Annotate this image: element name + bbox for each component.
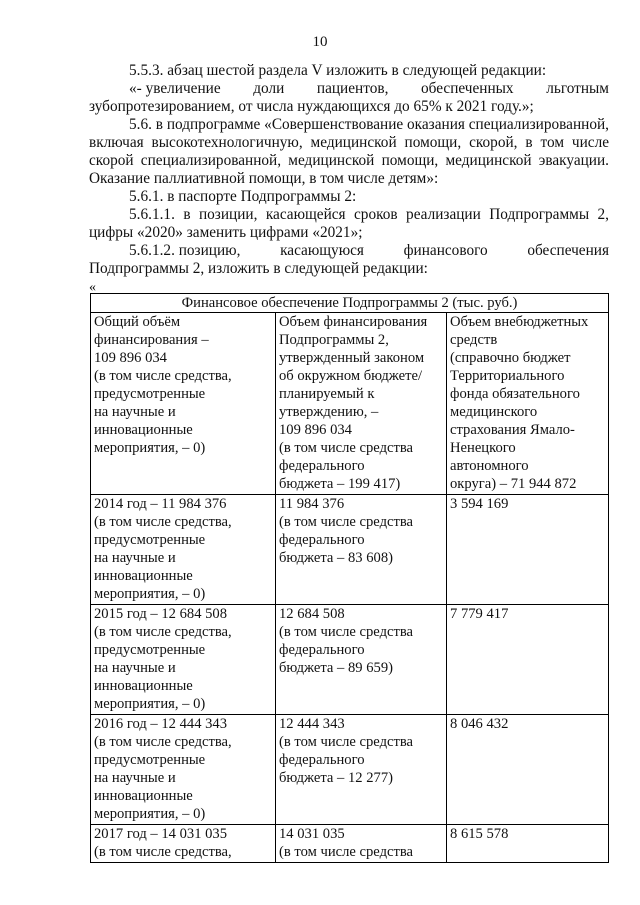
table-cell: 8 615 578 (447, 825, 609, 863)
table-row (91, 605, 609, 715)
table-header: Финансовое обеспечение Подпрограммы 2 (тыс. руб.) (91, 294, 609, 313)
word: доли (253, 80, 285, 97)
table-cell: 8 046 432 (447, 715, 609, 825)
table-cell: 11 984 376 (в том числе средства федерального бюджета – 83 608) (276, 495, 447, 605)
table-row (91, 313, 609, 495)
word: касающуюся (280, 242, 364, 259)
word: «- увеличение (129, 80, 221, 97)
paragraph-quote-line (89, 80, 609, 98)
table-cell: 2016 год – 12 444 343 (в том числе средства, предусмотренные на научные и инновационные мероприятия, – 0) (91, 715, 276, 825)
paragraph-5-6-1: 5.6.1. в паспорте Подпрограммы 2: (129, 188, 357, 205)
table-cell: Объем внебюджетных средств (справочно бюджет Территориального фонда обязательного медицинского страхования Ямало- Ненецкого автономного округа) – 71 944 872 (447, 313, 609, 495)
paragraph-5-6-line2: включая высокотехнологичную, медицинской помощи, скорой, в том числе (89, 134, 609, 151)
table-cell: 2014 год – 11 984 376 (в том числе средства, предусмотренные на научные и инновационные мероприятия, – 0) (91, 495, 276, 605)
page-number: 10 (312, 34, 328, 50)
paragraph-quote-rest: зубопротезированием, от числа нуждающихся до 65% к 2021 году.»; (89, 98, 534, 115)
table-row (91, 715, 609, 825)
table-row (91, 825, 609, 863)
body-text (89, 62, 609, 278)
paragraph-5-5-3: 5.5.3. абзац шестой раздела V изложить в следующей редакции: (129, 62, 547, 79)
table-header-row (91, 294, 609, 313)
table-cell: 12 684 508 (в том числе средства федерального бюджета – 89 659) (276, 605, 447, 715)
opening-quote-mark: « (89, 280, 96, 295)
table-cell: 2017 год – 14 031 035 (в том числе средства, (91, 825, 276, 863)
table-cell: Общий объём финансирования – 109 896 034 (в том числе средства, предусмотренные на научные и инновационные мероприятия, – 0) (91, 313, 276, 495)
table-cell: 12 444 343 (в том числе средства федерального бюджета – 12 277) (276, 715, 447, 825)
paragraph-5-6-1-1-line2: цифры «2020» заменить цифрами «2021»; (89, 224, 363, 241)
table-cell: 7 779 417 (447, 605, 609, 715)
table-cell: 14 031 035 (в том числе средства (276, 825, 447, 863)
financing-table (90, 293, 609, 863)
word: обеспеченных (421, 80, 514, 97)
word: льготным (546, 80, 609, 97)
paragraph-5-6-1-2-line2: Подпрограммы 2, изложить в следующей редакции: (89, 260, 428, 277)
paragraph-5-6-1-2-line1 (89, 242, 609, 260)
table-cell: Объем финансирования Подпрограммы 2, утвержденный законом об окружном бюджете/ планируемый к утверждению, – 109 896 034 (в том числе средства федерального бюджета – 199 417) (276, 313, 447, 495)
paragraph-5-6-line1: 5.6. в подпрограмме «Совершенствование оказания специализированной, (129, 116, 609, 133)
paragraph-5-6-1-1-line1: 5.6.1.1. в позиции, касающейся сроков реализации Подпрограммы 2, (129, 206, 609, 223)
table-cell: 2015 год – 12 684 508 (в том числе средства, предусмотренные на научные и инновационные мероприятия, – 0) (91, 605, 276, 715)
paragraph-5-6-line3: скорой специализированной, медицинской помощи, медицинской эвакуации. (89, 152, 609, 169)
word: 5.6.1.2. позицию, (129, 242, 241, 259)
table-row (91, 495, 609, 605)
word: пациентов, (316, 80, 389, 97)
word: финансового (403, 242, 488, 259)
paragraph-5-6-line4: Оказание паллиативной помощи, в том числе детям»: (89, 170, 439, 187)
word: обеспечения (527, 242, 609, 259)
table-cell: 3 594 169 (447, 495, 609, 605)
